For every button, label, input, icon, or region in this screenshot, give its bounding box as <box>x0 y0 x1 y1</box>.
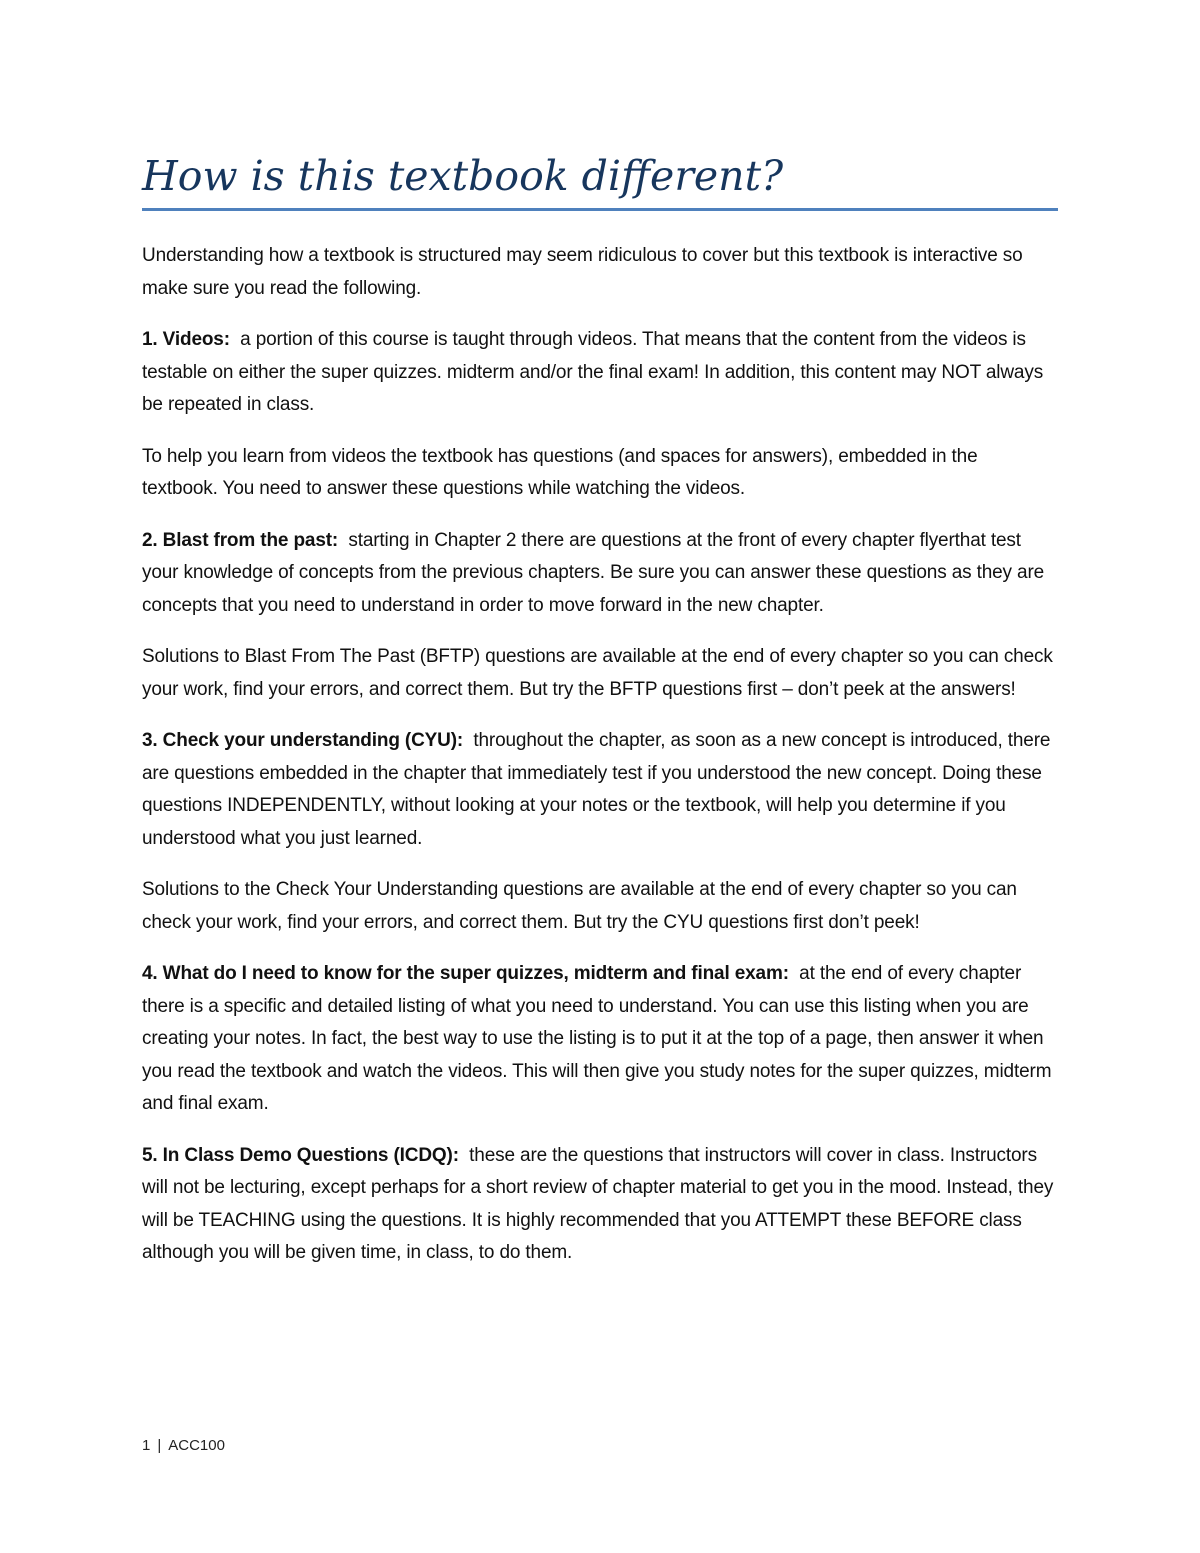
intro-paragraph: Understanding how a textbook is structured may seem ridiculous to cover but this textbook is interactive so make sure you read the following. <box>142 245 1023 299</box>
section-heading: 1. Videos: <box>142 329 230 350</box>
section-heading: 2. Blast from the past: <box>142 529 339 551</box>
document-body <box>142 240 1058 1289</box>
section-videos-followup: To help you learn from videos the textbook has questions (and spaces for answers), embedded in the textbook. You need to answer these questions while watching the videos. <box>142 445 978 499</box>
section-text: at the end of every chapter there is a specific and detailed listing of what you need to understand. You can use this listing when you are creating your notes. In fact, the best way to use the listing is to put it at the top of a page, then answer it when you read the textbook and watch the videos. This will then give you study notes for the super quizzes, midterm and final exam. <box>142 963 1052 1114</box>
section-heading: 4. What do I need to know for the super quizzes, midterm and final exam: <box>142 963 789 984</box>
document-page <box>142 0 1058 1553</box>
title-underline-rule <box>142 208 1058 211</box>
footer-separator: | <box>157 1437 162 1454</box>
section-text: these are the questions that instructors will cover in class. Instructors will not be lecturing, except perhaps for a short review of chapter material to get you in the mood. Instead, they will be TEACHING using the questions. It is highly recommended that you ATTEMPT these BEFORE class although you will be given time, in class, to do them. <box>142 1144 1054 1263</box>
section-blast-from-the-past <box>142 525 1058 623</box>
page-number: 1 <box>142 1437 151 1454</box>
section-text: starting in Chapter 2 there are questions at the front of every chapter flyerthat test your knowledge of concepts from the previous chapters. Be sure you can answer these questions as they are concepts that you need to understand in order to move forward in the new chapter. <box>142 529 1045 616</box>
section-videos <box>142 324 1058 422</box>
section-text: a portion of this course is taught through videos. That means that the content from the videos is testable on either the super quizzes. midterm and/or the final exam! In addition, this content may NOT always be repeated in class. <box>142 329 1044 415</box>
section-heading: 5. In Class Demo Questions (ICDQ): <box>142 1144 459 1166</box>
section-text: throughout the chapter, as soon as a new concept is introduced, there are questions embedded in the chapter that immediately test if you understood the new concept. Doing these questions INDEPENDENTLY, without looking at your notes or the textbook, will help you determine if you understood what you just learned. <box>142 730 1051 849</box>
section-check-your-understanding <box>142 725 1058 855</box>
section-check-your-understanding-followup: Solutions to the Check Your Understanding questions are available at the end of every chapter so you can check your work, find your errors, and correct them. But try the CYU questions first don’t peek! <box>142 879 1017 933</box>
section-in-class-demo-questions <box>142 1140 1058 1270</box>
section-blast-from-the-past-followup: Solutions to Blast From The Past (BFTP) questions are available at the end of every chapter so you can check your work, find your errors, and correct them. But try the BFTP questions first – don’t peek at the answers! <box>142 646 1053 700</box>
section-what-do-i-need-to-know <box>142 958 1058 1121</box>
course-code: ACC100 <box>168 1437 225 1454</box>
page-title: How is this textbook different? <box>142 152 784 200</box>
page-footer <box>142 1436 225 1456</box>
section-heading: 3. Check your understanding (CYU): <box>142 730 464 751</box>
